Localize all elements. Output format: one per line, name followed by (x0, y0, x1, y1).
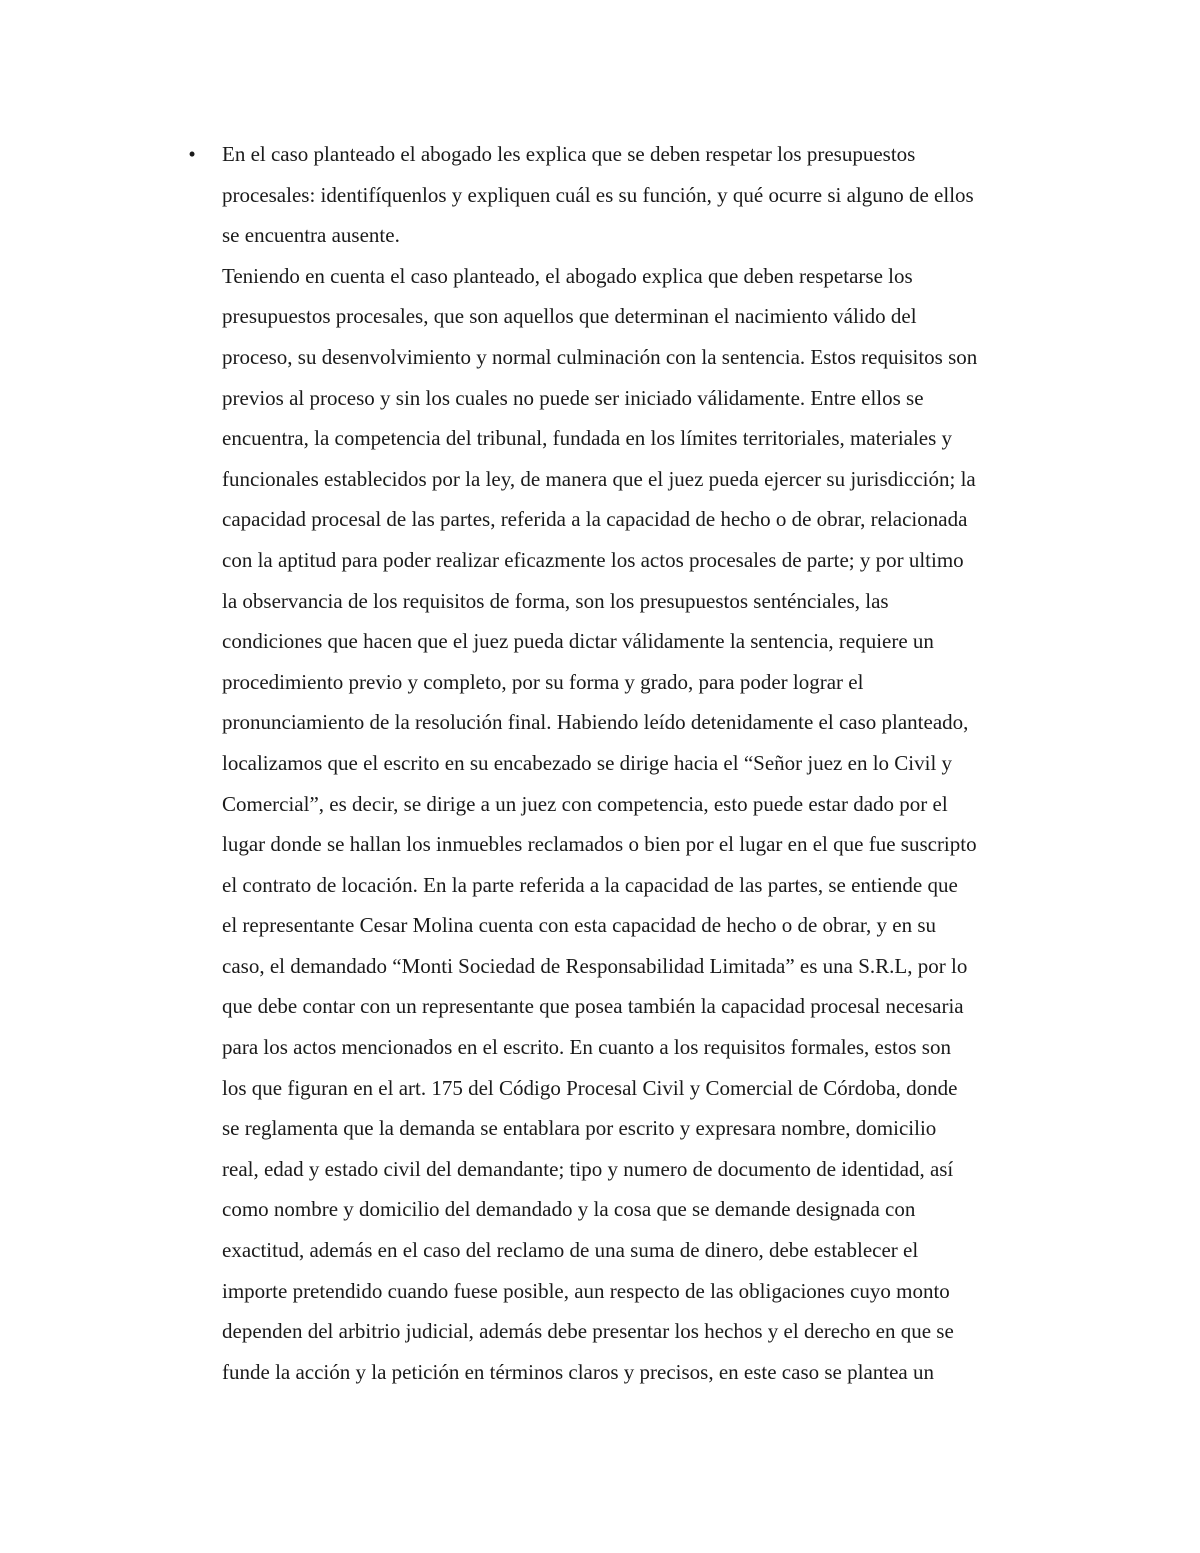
text-line: con la aptitud para poder realizar eficazmente los actos procesales de parte; y por ultimo (222, 547, 964, 572)
document-body (188, 134, 1082, 1392)
text-line: el contrato de locación. En la parte referida a la capacidad de las partes, se entiende que (222, 872, 958, 897)
text-line: procedimiento previo y completo, por su forma y grado, para poder lograr el (222, 669, 864, 694)
text-line: para los actos mencionados en el escrito. En cuanto a los requisitos formales, estos son (222, 1035, 951, 1060)
question-paragraph (222, 134, 1082, 256)
text-line: el representante Cesar Molina cuenta con esta capacidad de hecho o de obrar, y en su (222, 913, 937, 938)
text-line: se encuentra ausente. (222, 223, 400, 248)
bullet-marker: • (188, 142, 196, 166)
text-line: real, edad y estado civil del demandante; tipo y numero de documento de identidad, así (222, 1156, 954, 1181)
text-line: la observancia de los requisitos de forma, son los presupuestos senténciales, las (222, 588, 889, 613)
text-line: Teniendo en cuenta el caso planteado, el abogado explica que deben respetarse los (222, 263, 913, 288)
text-line: importe pretendido cuando fuese posible, aun respecto de las obligaciones cuyo monto (222, 1278, 950, 1303)
text-line: dependen del arbitrio judicial, además debe presentar los hechos y el derecho en que se (222, 1319, 954, 1344)
text-line: Comercial”, es decir, se dirige a un juez con competencia, esto puede estar dado por el (222, 791, 948, 816)
text-line: se reglamenta que la demanda se entablara por escrito y expresara nombre, domicilio (222, 1116, 937, 1141)
text-line: encuentra, la competencia del tribunal, fundada en los límites territoriales, materiales y (222, 426, 953, 451)
text-line: los que figuran en el art. 175 del Código Procesal Civil y Comercial de Córdoba, donde (222, 1075, 958, 1100)
answer-paragraph (222, 256, 1082, 1393)
text-line: proceso, su desenvolvimiento y normal culminación con la sentencia. Estos requisitos son (222, 344, 978, 369)
text-line: presupuestos procesales, que son aquellos que determinan el nacimiento válido del (222, 304, 917, 329)
text-line: pronunciamiento de la resolución final. Habiendo leído detenidamente el caso planteado, (222, 710, 969, 735)
text-line: como nombre y domicilio del demandado y la cosa que se demande designada con (222, 1197, 916, 1222)
text-line: previos al proceso y sin los cuales no puede ser iniciado válidamente. Entre ellos se (222, 385, 924, 410)
text-line: que debe contar con un representante que posea también la capacidad procesal necesaria (222, 994, 964, 1019)
text-line: capacidad procesal de las partes, referida a la capacidad de hecho o de obrar, relacionada (222, 507, 968, 532)
text-line: funde la acción y la petición en términos claros y precisos, en este caso se plantea un (222, 1359, 934, 1384)
text-line: funcionales establecidos por la ley, de manera que el juez pueda ejercer su jurisdicción; la (222, 466, 976, 491)
text-line: localizamos que el escrito en su encabezado se dirige hacia el “Señor juez en lo Civil y (222, 750, 953, 775)
text-line: lugar donde se hallan los inmuebles reclamados o bien por el lugar en el que fue suscripto (222, 832, 977, 857)
text-line: condiciones que hacen que el juez pueda dictar válidamente la sentencia, requiere un (222, 629, 934, 654)
text-line: procesales: identifíquenlos y expliquen cuál es su función, y qué ocurre si alguno de ellos (222, 182, 974, 207)
text-line: En el caso planteado el abogado les explica que se deben respetar los presupuestos (222, 142, 916, 166)
text-line: exactitud, además en el caso del reclamo de una suma de dinero, debe establecer el (222, 1238, 919, 1263)
text-line: caso, el demandado “Monti Sociedad de Responsabilidad Limitada” es una S.R.L, por lo (222, 953, 968, 978)
